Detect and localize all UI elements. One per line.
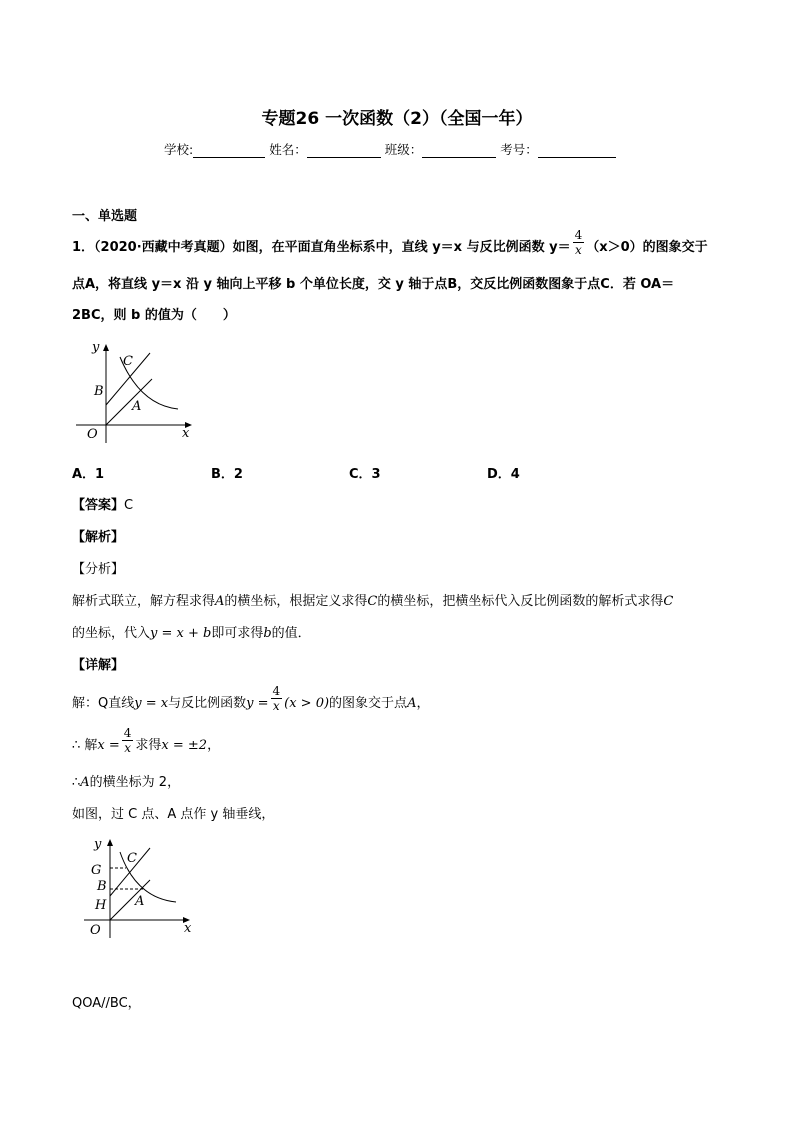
fenxi-line-2: 的坐标，代入y = x + b即可求得b的值． — [72, 626, 311, 641]
answer-label: 【答案】 — [72, 498, 125, 513]
detail-step-3: ∴A的横坐标为 2， — [72, 775, 181, 790]
label-C: C — [123, 354, 133, 369]
question-line-1 — [72, 228, 708, 257]
fenxi-line-1: 解析式联立，解方程求得A的横坐标，根据定义求得C的横坐标，把横坐标代入反比例函数的解析式求得C — [72, 594, 674, 609]
label-O: O — [87, 427, 98, 442]
figure-2 — [84, 832, 204, 940]
label-B: B — [97, 879, 107, 894]
question-number: 1． — [72, 240, 95, 255]
fenxi-heading: 【分析】 — [72, 562, 125, 577]
detail-step-2: ∴ 解x = $\frac{4}{x}$ 求得x = ±2， — [72, 726, 221, 755]
option-a[interactable]: A．1 — [72, 467, 105, 482]
class-label: 班级： — [384, 142, 423, 157]
detail-heading: 【详解】 — [72, 658, 125, 673]
detail-step-4: 如图，过 C 点、A 点作 y 轴垂线， — [72, 807, 275, 822]
answer-line — [72, 494, 133, 513]
section-heading: 一、单选题 — [72, 209, 138, 224]
class-blank[interactable] — [422, 157, 496, 158]
name-label: 姓名： — [269, 142, 307, 157]
option-c[interactable]: C．3 — [349, 467, 381, 482]
question-source: （2020·西藏中考真题） — [94, 240, 233, 255]
fraction: $\frac{4}{x}$ — [272, 684, 281, 713]
detail-step-1: 解：Q直线y = x与反比例函数y = $\frac{4}{x}$ (x > 0)的图象交于点A， — [72, 684, 430, 713]
analysis-heading: 【解析】 — [72, 530, 125, 545]
question-text: （x＞0）的图象交于 — [586, 240, 708, 255]
question-line-2: 点A，将直线 y＝x 沿 y 轴向上平移 b 个单位长度，交 y 轴于点B，交反比例函数图象于点C．若 OA＝ — [72, 277, 675, 292]
detail-step-5: QOA//BC， — [72, 996, 141, 1011]
question-text: 如图，在平面直角坐标系中，直线 y＝x 与反比例函数 y＝ — [232, 240, 571, 255]
label-A: A — [135, 894, 145, 909]
school-label: 学校: — [164, 142, 194, 157]
label-A: A — [132, 399, 142, 414]
answer-value: C — [124, 498, 134, 513]
question-line-3: 2BC，则 b 的值为（ ） — [72, 308, 236, 323]
label-x: x — [182, 426, 190, 441]
label-H: H — [95, 898, 107, 913]
label-C: C — [127, 851, 137, 866]
label-x: x — [184, 921, 192, 936]
student-info-line — [164, 140, 616, 158]
label-y: y — [94, 837, 102, 852]
figure-1 — [70, 335, 200, 445]
option-d[interactable]: D．4 — [487, 467, 520, 482]
school-blank[interactable] — [193, 157, 265, 158]
option-b[interactable]: B．2 — [211, 467, 243, 482]
label-O: O — [90, 923, 101, 938]
name-blank[interactable] — [307, 157, 381, 158]
fraction: $\frac{4}{x}$ — [123, 726, 132, 755]
label-B: B — [94, 384, 104, 399]
label-y: y — [92, 340, 100, 355]
exam-number-blank[interactable] — [538, 157, 616, 158]
exam-number-label: 考号： — [500, 142, 538, 157]
document-title: 专题26 一次函数（2）（全国一年） — [261, 109, 533, 129]
label-G: G — [91, 863, 102, 878]
fraction: $\frac{4}{x}$ — [574, 228, 583, 257]
